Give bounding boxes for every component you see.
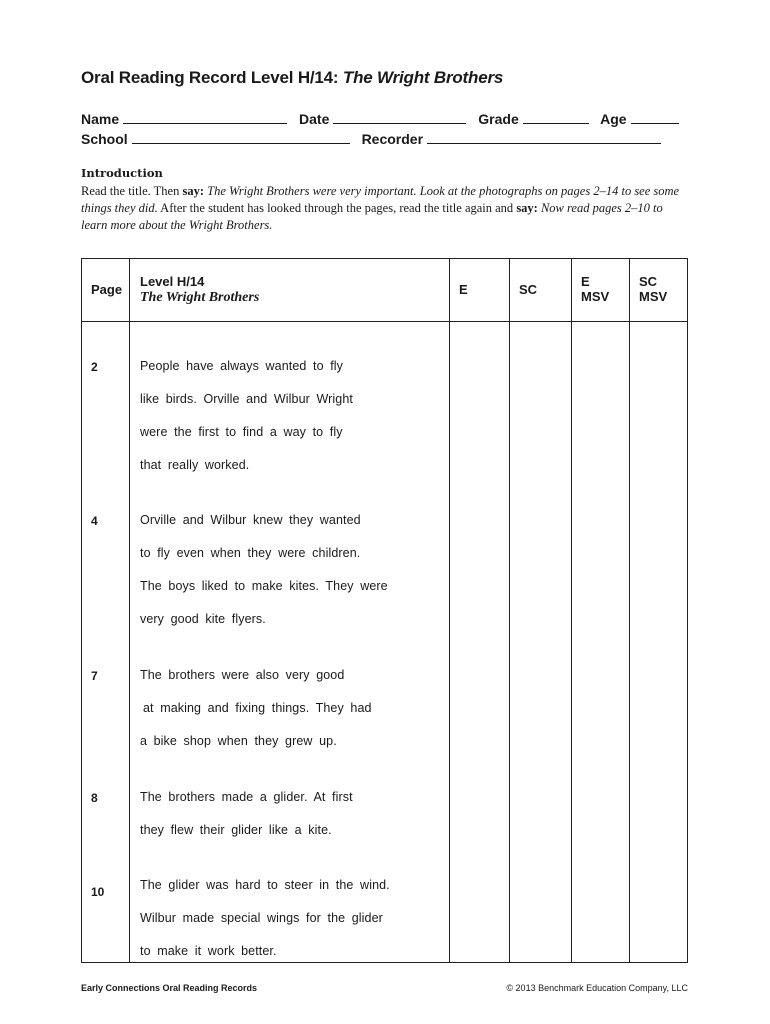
text-line: very good kite flyers. (140, 612, 266, 626)
text-line: were the first to find a way to fly (140, 425, 343, 439)
text-line: The brothers made a glider. At first (140, 790, 353, 804)
age-label: Age (600, 111, 627, 127)
text-line: The brothers were also very good (140, 668, 345, 682)
page-number: 2 (91, 360, 98, 374)
footer-series: Early Connections Oral Reading Records (81, 983, 258, 993)
page-number: 4 (91, 514, 98, 528)
page-number: 8 (91, 791, 98, 805)
col-header-page: Page (91, 282, 123, 297)
name-label: Name (81, 111, 120, 127)
col-divider (449, 259, 450, 962)
text-line: The glider was hard to steer in the wind. (140, 878, 390, 892)
date-label: Date (299, 111, 330, 127)
col-header-level: Level H/14 The Wright Brothers (140, 274, 260, 305)
school-label: School (81, 131, 128, 147)
text-line: People have always wanted to fly (140, 359, 344, 373)
text-line: Orville and Wilbur knew they wanted (140, 513, 361, 527)
text-line: that really worked. (140, 458, 250, 472)
date-field[interactable] (333, 111, 466, 124)
footer-copyright: © 2013 Benchmark Education Company, LLC (506, 983, 688, 993)
page-number: 7 (91, 669, 98, 683)
title-prefix: Oral Reading Record Level H/14: (81, 68, 343, 87)
recorder-label: Recorder (361, 131, 424, 147)
text-line: like birds. Orville and Wilbur Wright (140, 392, 353, 406)
col-header-sc-msv: SC MSV (639, 274, 668, 304)
text-line: they flew their glider like a kite. (140, 823, 332, 837)
page-number: 10 (91, 885, 105, 899)
name-field[interactable] (123, 111, 287, 124)
text-line: to make it work better. (140, 944, 277, 958)
form-row-1 (81, 111, 687, 127)
col-header-sc: SC (519, 282, 538, 297)
school-field[interactable] (132, 131, 350, 144)
col-divider (571, 259, 572, 962)
header-divider (82, 321, 687, 322)
intro-text: Read the title. Then say: The Wright Brothers were very important. Look at the photographs on pages 2–14 to see some things they did. After the student has looked through the pages, read the title again and say: Now read pages 2–10 to learn more about the Wright Brothers. (81, 184, 680, 232)
col-divider (509, 259, 510, 962)
text-line: to fly even when they were children. (140, 546, 361, 560)
text-line: Wilbur made special wings for the glider (140, 911, 383, 925)
page-title (81, 68, 503, 88)
text-line: at making and fixing things. They had (143, 701, 372, 715)
col-header-e-msv: E MSV (581, 274, 610, 304)
reading-record-table (81, 258, 688, 963)
col-divider (629, 259, 630, 962)
recorder-field[interactable] (427, 131, 661, 144)
title-book: The Wright Brothers (342, 68, 504, 87)
age-field[interactable] (631, 111, 679, 124)
form-row-2 (81, 131, 669, 147)
grade-label: Grade (478, 111, 519, 127)
col-header-e: E (459, 282, 468, 297)
intro-heading: Introduction (81, 166, 163, 180)
grade-field[interactable] (523, 111, 589, 124)
col-divider (129, 259, 130, 962)
text-line: a bike shop when they grew up. (140, 734, 337, 748)
text-line: The boys liked to make kites. They were (140, 579, 388, 593)
